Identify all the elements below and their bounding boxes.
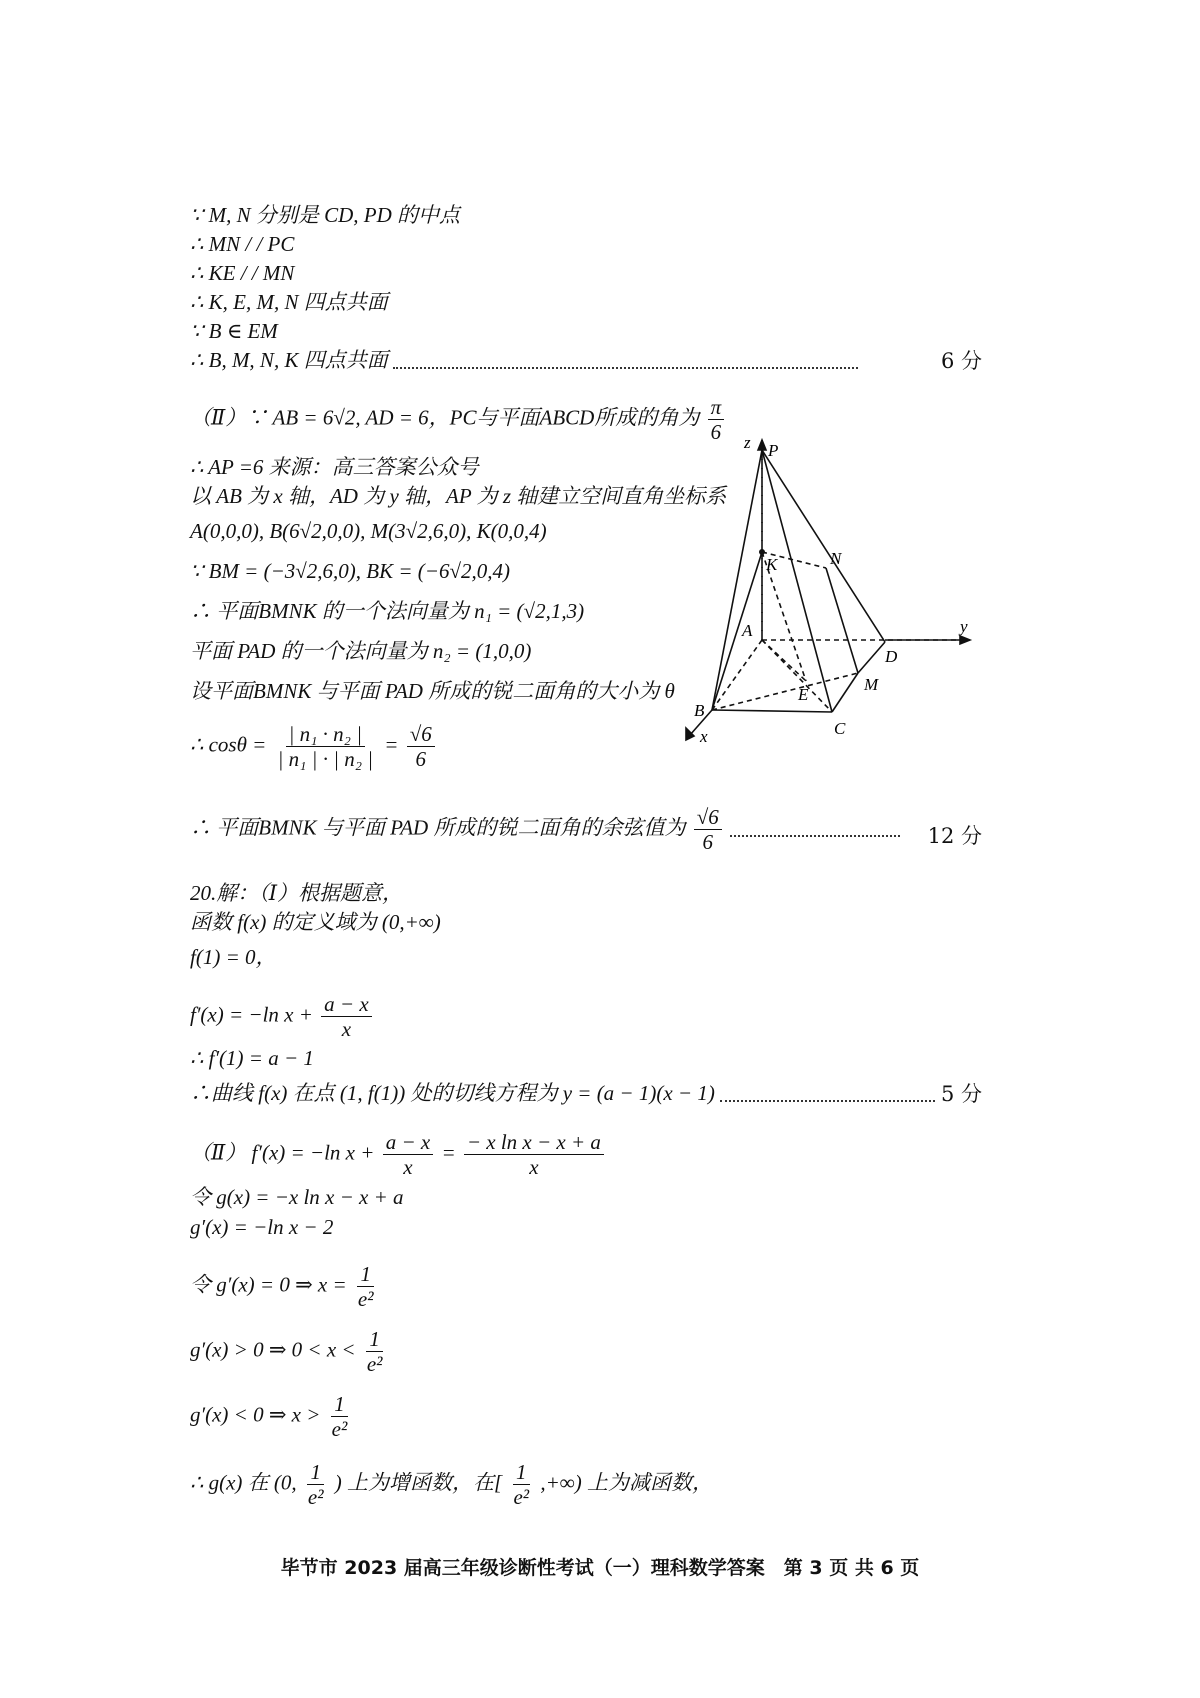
score-label: 12 分 [927, 824, 982, 848]
text-line: 设平面BMNK 与平面 PAD 所成的锐二面角的大小为 θ [190, 679, 675, 703]
fraction [329, 1392, 351, 1441]
text-line: g′(x) = −ln x − 2 [190, 1215, 334, 1239]
text-content: ∴ 平面BMNK 与平面 PAD 所成的锐二面角的余弦值为 [190, 815, 686, 840]
text-line: ∵ B ∈ EM [190, 319, 278, 343]
numerator: 1 [357, 1262, 374, 1287]
text-line: 令 g(x) = −x ln x − x + a [190, 1185, 404, 1209]
text-line [190, 345, 858, 375]
formula-line [190, 1327, 388, 1376]
text-line: ∵ BM = (−3√2,6,0), BK = (−6√2,0,4) [190, 559, 510, 583]
label-k: K [766, 555, 778, 574]
text-content: ,+∞) 上为减函数， [540, 1470, 713, 1495]
formula-line [190, 1262, 380, 1311]
fraction [364, 1327, 386, 1376]
text-content: f′(x) = −ln x + [190, 1002, 313, 1027]
text-line: 函数 f(x) 的定义域为 (0,+∞) [190, 910, 441, 934]
fraction [694, 805, 722, 854]
label-a: A [742, 621, 753, 640]
leader-dots [730, 823, 900, 837]
numerator: a − x [321, 992, 372, 1017]
numerator: − x ln x − x + a [464, 1130, 604, 1155]
text-content: g′(x) < 0 ⇒ x > [190, 1402, 321, 1427]
text-line [190, 1078, 935, 1108]
label-d: D [885, 647, 898, 666]
fraction [407, 722, 435, 771]
denominator: e² [331, 1417, 348, 1441]
label-n: N [830, 549, 842, 568]
text-line [190, 395, 727, 444]
text-line: ∵ M, N 分别是 CD, PD 的中点 [190, 203, 461, 227]
text-content: 令 g′(x) = 0 ⇒ x = [190, 1272, 347, 1297]
numerator: | n₁ · n₂ | [286, 722, 365, 747]
fraction [708, 395, 725, 444]
text-content: ∴ g(x) 在 (0, [190, 1470, 297, 1495]
label-z: z [744, 433, 751, 452]
formula-line [190, 1392, 353, 1441]
denominator: e² [366, 1352, 383, 1376]
text-line: ∴ KE / / MN [190, 261, 295, 285]
denominator: 6 [415, 747, 426, 771]
fraction [305, 1460, 327, 1509]
text-line: A(0,0,0), B(6√2,0,0), M(3√2,6,0), K(0,0,4) [190, 519, 547, 543]
denominator: x [403, 1155, 413, 1179]
label-e: E [798, 685, 809, 704]
page-footer: 毕节市 2023 届高三年级诊断性考试（一）理科数学答案 第 3 页 共 6 页 [280, 1557, 920, 1579]
numerator: √6 [407, 722, 435, 747]
text-line: 以 AB 为 x 轴，AD 为 y 轴，AP 为 z 轴建立空间直角坐标系 [190, 484, 727, 508]
text-line: ∴ AP =6 来源：高三答案公众号 [190, 455, 479, 479]
text-content: = [441, 1140, 456, 1165]
formula-line [190, 1130, 607, 1179]
label-y: y [960, 617, 968, 636]
label-p: P [768, 441, 779, 460]
text-content: ∴ cosθ = [190, 732, 267, 757]
formula-line [190, 1460, 713, 1509]
text-content: g′(x) > 0 ⇒ 0 < x < [190, 1337, 356, 1362]
denominator: x [341, 1017, 352, 1041]
text-line: ∴ 平面BMNK 的一个法向量为 n₁ = (√2,1,3) [190, 599, 585, 623]
text-content: ) 上为增函数，在[ [334, 1470, 503, 1495]
label-c: C [834, 719, 846, 738]
label-x: x [700, 727, 708, 746]
fraction [355, 1262, 377, 1311]
denominator: | n₁ | · | n₂ | [277, 747, 374, 771]
text-content: （Ⅱ）∵ AB = 6√2, AD = 6，PC与平面ABCD所成的角为 [190, 405, 700, 430]
text-line: ∴ f′(1) = a − 1 [190, 1046, 314, 1070]
numerator: 1 [307, 1460, 324, 1485]
score-label: 6 分 [940, 349, 982, 373]
fraction [383, 1130, 434, 1179]
point-k-dot [759, 549, 765, 555]
numerator: √6 [694, 805, 722, 830]
label-b: B [694, 701, 705, 720]
numerator: π [708, 395, 725, 420]
denominator: 6 [710, 420, 722, 444]
text-content: ∴曲线 f(x) 在点 (1, f(1)) 处的切线方程为 y = (a − 1)(x − 1) [190, 1081, 715, 1105]
formula-cos: ∴ cosθ = $\frac{\text{| n₁ · n₂ |}}{\text{| n₁ | · | n₂ |}}$ = $\frac{√6}{6}$ [190, 722, 438, 771]
numerator: 1 [513, 1460, 530, 1485]
numerator: a − x [383, 1130, 434, 1155]
formula-line [190, 992, 375, 1041]
denominator: x [529, 1155, 539, 1179]
numerator: 1 [366, 1327, 383, 1352]
text-line: ∴ K, E, M, N 四点共面 [190, 290, 388, 314]
denominator: e² [307, 1485, 324, 1509]
denominator: e² [357, 1287, 374, 1311]
text-line [190, 805, 900, 854]
text-content: （Ⅱ） f′(x) = −ln x + [190, 1140, 375, 1165]
text-content: ∴ B, M, N, K 四点共面 [190, 348, 388, 372]
denominator: 6 [702, 830, 713, 854]
text-line: 20.解：（Ⅰ）根据题意， [190, 881, 404, 905]
fraction [464, 1130, 604, 1179]
fraction [321, 992, 372, 1041]
leader-dots [720, 1088, 935, 1102]
text-line: 平面 PAD 的一个法向量为 n₂ = (1,0,0) [190, 639, 532, 663]
numerator: 1 [331, 1392, 348, 1417]
fraction [275, 722, 376, 771]
score-label: 5 分 [940, 1082, 982, 1106]
text-line: f(1) = 0， [190, 945, 277, 969]
denominator: e² [513, 1485, 530, 1509]
fraction [510, 1460, 532, 1509]
pyramid-figure [694, 433, 1010, 760]
text-line: ∴ MN / / PC [190, 232, 295, 256]
leader-dots [393, 355, 858, 369]
label-m: M [864, 675, 879, 694]
